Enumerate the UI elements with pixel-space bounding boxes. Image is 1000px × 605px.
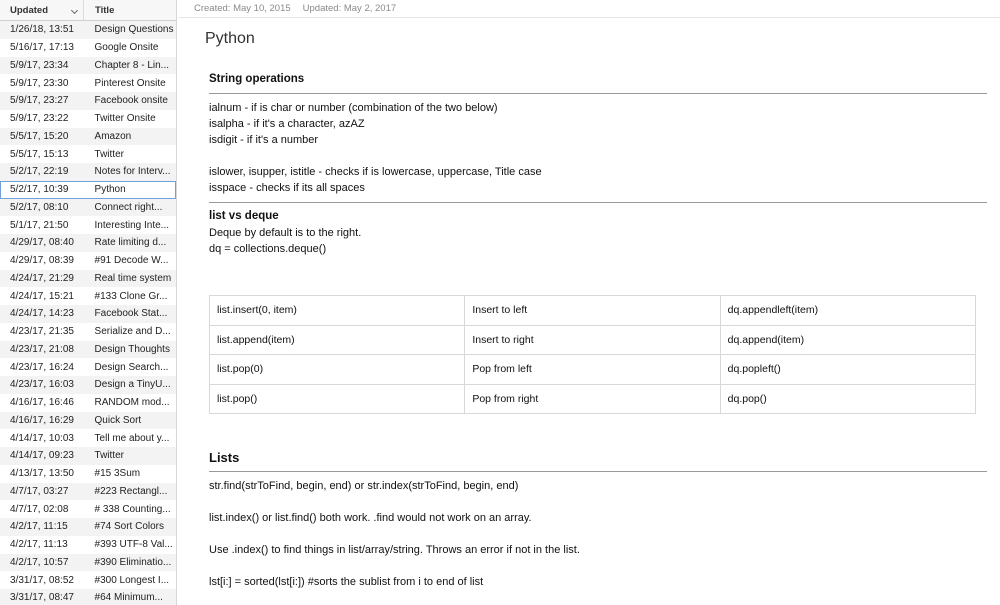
note-list-header (0, 0, 176, 21)
note-row-updated: 4/23/17, 16:24 (10, 361, 74, 373)
note-row-title: #393 UTF-8 Val... (94, 539, 173, 551)
note-row-updated: 5/9/17, 23:27 (10, 95, 69, 107)
divider-rule (209, 93, 987, 94)
note-row-updated: 4/2/17, 11:13 (10, 539, 68, 551)
table-cell: dq.append(item) (720, 325, 975, 355)
note-list-row[interactable] (0, 341, 176, 359)
note-row-title: # 338 Counting... (94, 503, 171, 515)
note-row-title: #64 Minimum... (94, 592, 163, 604)
note-row-updated: 5/5/17, 15:20 (10, 130, 69, 142)
note-list-row[interactable] (0, 92, 176, 110)
note-list-row[interactable] (0, 500, 176, 518)
string-ops-line: isdigit - if it's a number (209, 134, 319, 146)
note-row-updated: 4/29/17, 08:40 (10, 237, 74, 249)
note-meta-bar (178, 0, 1000, 18)
note-updated-date: Updated: May 2, 2017 (302, 3, 397, 14)
column-header-title[interactable] (84, 0, 114, 20)
table-cell: list.append(item) (210, 325, 465, 355)
table-cell: Insert to right (465, 325, 720, 355)
note-row-title: Facebook onsite (94, 95, 168, 107)
note-row-title: Chapter 8 - Lin... (94, 59, 170, 71)
note-row-updated: 3/31/17, 08:47 (10, 592, 74, 604)
note-row-updated: 4/23/17, 21:08 (10, 343, 74, 355)
column-header-updated[interactable] (0, 0, 84, 20)
note-list-row[interactable] (0, 287, 176, 305)
note-row-updated: 4/2/17, 10:57 (10, 556, 69, 568)
note-list-row[interactable] (0, 199, 176, 217)
table-row (210, 384, 976, 414)
note-row-title: #91 Decode W... (94, 255, 169, 267)
note-row-title: #390 Eliminatio... (94, 556, 172, 568)
table-cell: dq.pop() (720, 384, 975, 414)
note-row-title: Pinterest Onsite (94, 77, 166, 89)
column-header-updated-label: Updated (10, 4, 48, 16)
table-cell: dq.popleft() (720, 355, 975, 385)
note-row-title: Serialize and D... (94, 326, 171, 338)
table-row (210, 355, 976, 385)
note-row-title: Twitter (94, 148, 124, 160)
note-list-row[interactable] (0, 571, 176, 589)
note-row-title: Real time system (94, 272, 172, 284)
note-list-row[interactable] (0, 412, 176, 430)
note-row-title: Connect right... (94, 201, 163, 213)
string-ops-line: isspace - checks if its all spaces (209, 182, 365, 194)
note-row-updated: 4/2/17, 11:15 (10, 521, 68, 533)
note-list-row[interactable] (0, 57, 176, 75)
heading-string-operations: String operations (209, 73, 305, 85)
table-cell: list.pop(0) (210, 355, 465, 385)
sort-descending-icon[interactable] (71, 7, 78, 14)
note-row-updated: 5/16/17, 17:13 (10, 42, 74, 54)
note-list-row[interactable] (0, 554, 176, 572)
note-row-title: Design Questions (94, 24, 174, 36)
note-list-row[interactable] (0, 128, 176, 146)
note-list-row[interactable] (0, 74, 176, 92)
lists-line: lst[i:] = sorted(lst[i:]) #sorts the sublist from i to end of list (209, 576, 484, 588)
deque-line: Deque by default is to the right. (209, 227, 362, 239)
table-cell: dq.appendleft(item) (720, 296, 975, 326)
heading-lists: Lists (209, 450, 240, 465)
note-row-updated: 3/31/17, 08:52 (10, 574, 74, 586)
table-cell: list.insert(0, item) (210, 296, 465, 326)
lists-line: str.find(strToFind, begin, end) or str.index(strToFind, begin, end) (209, 480, 519, 492)
note-row-title: #300 Longest I... (94, 574, 170, 586)
note-row-updated: 5/2/17, 22:19 (10, 166, 69, 178)
note-row-updated: 4/7/17, 03:27 (10, 485, 69, 497)
note-row-title: Rate limiting d... (94, 237, 167, 249)
note-row-updated: 4/16/17, 16:29 (10, 414, 74, 426)
note-row-updated: 4/24/17, 21:29 (10, 272, 74, 284)
note-row-updated: 4/24/17, 15:21 (10, 290, 74, 302)
note-row-title: Design a TinyU... (94, 379, 171, 391)
divider-rule (209, 202, 987, 203)
note-list-row[interactable] (0, 252, 176, 270)
note-row-updated: 4/24/17, 14:23 (10, 308, 74, 320)
note-list-rows (0, 21, 176, 605)
lists-line: list.index() or list.find() both work. .find would not work on an array. (209, 512, 532, 524)
note-list-row[interactable] (0, 163, 176, 181)
string-ops-line: ialnum - if is char or number (combination of the two below) (209, 102, 498, 114)
table-cell: list.pop() (210, 384, 465, 414)
note-list-row[interactable] (0, 39, 176, 57)
note-row-updated: 4/16/17, 16:46 (10, 397, 74, 409)
note-row-title: #74 Sort Colors (94, 521, 165, 533)
note-list-row[interactable] (0, 270, 176, 288)
note-list-row[interactable] (0, 358, 176, 376)
note-row-title: Design Thoughts (94, 343, 170, 355)
note-row-updated: 4/29/17, 08:39 (10, 255, 74, 267)
note-row-updated: 4/23/17, 21:35 (10, 326, 74, 338)
note-row-updated: 5/1/17, 21:50 (10, 219, 69, 231)
note-list-row[interactable] (0, 216, 176, 234)
note-row-title: Amazon (94, 130, 132, 142)
note-list-row[interactable] (0, 429, 176, 447)
note-row-title: Quick Sort (94, 414, 142, 426)
note-row-title: Facebook Stat... (94, 308, 168, 320)
divider-rule (209, 471, 987, 472)
note-row-title: Notes for Interv... (94, 166, 171, 178)
note-list-row[interactable] (0, 536, 176, 554)
note-row-title: Tell me about y... (94, 432, 170, 444)
note-row-updated: 1/26/18, 13:51 (10, 24, 74, 36)
lists-line: Use .index() to find things in list/array/string. Throws an error if not in the list. (209, 544, 580, 556)
note-row-title: Interesting Inte... (94, 219, 170, 231)
table-row (210, 325, 976, 355)
note-list-row[interactable] (0, 447, 176, 465)
note-row-title: Design Search... (94, 361, 169, 373)
note-row-title: #15 3Sum (94, 468, 141, 480)
note-list-row[interactable] (0, 234, 176, 252)
note-row-updated: 4/13/17, 13:50 (10, 468, 74, 480)
column-header-title-label: Title (95, 4, 115, 16)
note-row-title: Python (94, 184, 126, 196)
note-row-title: Twitter Onsite (94, 113, 156, 125)
note-list-row[interactable] (0, 376, 176, 394)
table-row (210, 296, 976, 326)
note-row-updated: 5/9/17, 23:34 (10, 59, 69, 71)
note-row-updated: 5/9/17, 23:22 (10, 113, 69, 125)
note-list-row[interactable] (0, 589, 176, 605)
note-created-date: Created: May 10, 2015 (194, 3, 291, 14)
table-cell: Insert to left (465, 296, 720, 326)
note-list-row[interactable] (0, 110, 176, 128)
table-cell: Pop from left (465, 355, 720, 385)
note-title[interactable]: Python (205, 30, 255, 47)
note-list-row[interactable] (0, 305, 176, 323)
note-list-row[interactable] (0, 21, 176, 39)
note-row-updated: 4/7/17, 02:08 (10, 503, 69, 515)
note-list-row[interactable] (0, 465, 176, 483)
note-list-row[interactable] (0, 394, 176, 412)
list-deque-table (209, 295, 976, 414)
string-ops-line: isalpha - if it's a character, azAZ (209, 118, 365, 130)
note-row-updated: 5/5/17, 15:13 (10, 148, 69, 160)
note-list-row[interactable] (0, 518, 176, 536)
note-row-title: #223 Rectangl... (94, 485, 168, 497)
note-row-title: RANDOM mod... (94, 397, 170, 409)
note-row-updated: 5/9/17, 23:30 (10, 77, 69, 89)
table-cell: Pop from right (465, 384, 720, 414)
note-list-row[interactable] (0, 483, 176, 501)
note-list-row[interactable] (0, 323, 176, 341)
note-row-title: Google Onsite (94, 42, 159, 54)
note-row-updated: 5/2/17, 10:39 (10, 184, 69, 196)
note-row-updated: 5/2/17, 08:10 (10, 201, 69, 213)
heading-list-vs-deque: list vs deque (209, 210, 279, 222)
note-row-updated: 4/14/17, 09:23 (10, 450, 74, 462)
note-list-row[interactable] (0, 145, 176, 163)
string-ops-line: islower, isupper, istitle - checks if is lowercase, uppercase, Title case (209, 166, 542, 178)
note-row-title: Twitter (94, 450, 124, 462)
deque-line: dq = collections.deque() (209, 243, 327, 255)
note-row-updated: 4/23/17, 16:03 (10, 379, 74, 391)
note-list-pane (0, 0, 177, 605)
note-row-updated: 4/14/17, 10:03 (10, 432, 74, 444)
note-list-row[interactable] (0, 181, 176, 199)
note-editor (178, 0, 1000, 605)
note-row-title: #133 Clone Gr... (94, 290, 168, 302)
